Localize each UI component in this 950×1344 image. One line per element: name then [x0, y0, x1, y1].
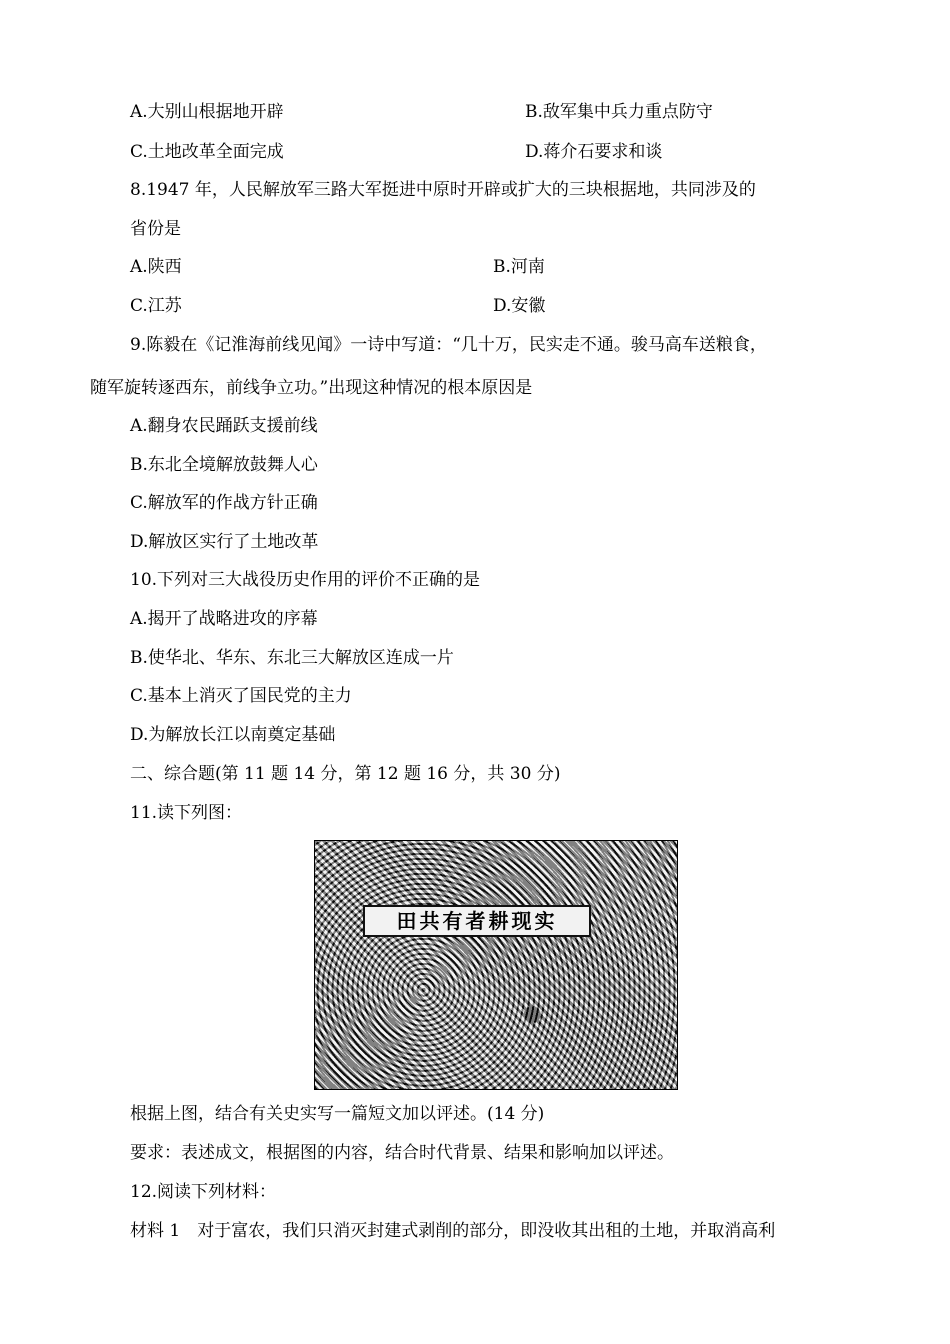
q7-option-a: A.大别山根据地开辟 [130, 102, 284, 122]
q10-option-a: A.揭开了战略进攻的序幕 [130, 609, 318, 629]
q12-stem: 12.阅读下列材料： [130, 1182, 277, 1202]
section-heading: 二、综合题(第 11 题 14 分，第 12 题 16 分，共 30 分) [130, 764, 561, 784]
q10-option-b: B.使华北、华东、东北三大解放区连成一片 [130, 648, 454, 668]
q9-stem-cont: 随军旋转逐西东，前线争立功。”出现这种情况的根本原因是 [90, 378, 533, 398]
q9-option-a: A.翻身农民踊跃支援前线 [130, 416, 318, 436]
q7-option-b: B.敌军集中兵力重点防守 [525, 102, 713, 122]
q11-requirement: 要求：表述成文，根据图的内容，结合时代背景、结果和影响加以评述。 [130, 1143, 674, 1163]
q7-option-d: D.蒋介石要求和谈 [525, 142, 663, 162]
q9-stem: 9.陈毅在《记淮海前线见闻》一诗中写道：“几十万，民实走不通。骏马高车送粮食， [130, 335, 767, 355]
q8-option-c: C.江苏 [130, 296, 182, 316]
q8-stem-cont: 省份是 [130, 219, 181, 239]
q11-stem: 11.读下列图： [130, 803, 243, 823]
q10-option-c: C.基本上消灭了国民党的主力 [130, 686, 352, 706]
q11-instruction: 根据上图，结合有关史实写一篇短文加以评述。(14 分) [130, 1104, 545, 1124]
q8-stem: 8.1947 年，人民解放军三路大军挺进中原时开辟或扩大的三块根据地，共同涉及的 [130, 180, 756, 200]
q10-option-d: D.为解放长江以南奠定基础 [130, 725, 336, 745]
q12-material-1: 材料 1 对于富农，我们只消灭封建式剥削的部分，即没收其出租的土地，并取消高利 [130, 1221, 776, 1241]
q9-option-d: D.解放区实行了土地改革 [130, 532, 319, 552]
historical-photo [314, 840, 678, 1090]
q9-option-c: C.解放军的作战方针正确 [130, 493, 318, 513]
q8-option-d: D.安徽 [493, 296, 546, 316]
q9-option-b: B.东北全境解放鼓舞人心 [130, 455, 318, 475]
q8-option-b: B.河南 [493, 257, 545, 277]
photo-banner: 田共有者耕现实 [363, 905, 591, 937]
q8-option-a: A.陕西 [130, 257, 182, 277]
q10-stem: 10.下列对三大战役历史作用的评价不正确的是 [130, 570, 481, 590]
q7-option-c: C.土地改革全面完成 [130, 142, 284, 162]
photo-texture [315, 841, 677, 1089]
